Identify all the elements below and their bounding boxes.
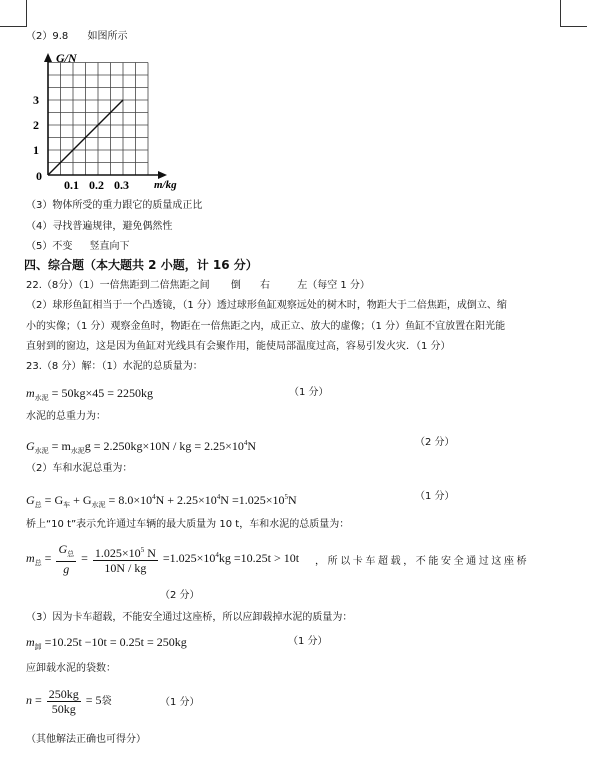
- x-axis-arrow: [158, 171, 167, 179]
- y-axis-arrow: [44, 53, 52, 62]
- eq3-sub2: 车: [63, 501, 71, 509]
- eq6-fraction: [47, 687, 81, 716]
- eq3-G: G: [26, 493, 35, 507]
- eq3-f: N =1.025×10: [220, 493, 285, 507]
- txt-cement-weight: 水泥的总重力为：: [26, 411, 106, 422]
- q21-2-line: [26, 30, 127, 44]
- eq6-n: n: [26, 693, 32, 707]
- eq1-points: （1 分）: [289, 387, 329, 398]
- q21-5-a: （5）不变: [26, 241, 73, 252]
- y-tick-label: 2: [33, 118, 39, 132]
- y-tick-label: 1: [33, 143, 39, 157]
- section-4-heading: 四、综合题（本大题共 2 小题，计 16 分）: [24, 258, 258, 272]
- eq4-points: （2 分）: [160, 590, 200, 601]
- x-tick-label: 0.1: [64, 178, 79, 192]
- q22-answer-3: 左（每空 1 分）: [297, 280, 370, 291]
- eq3-d: N + 2.25×10: [155, 493, 217, 507]
- eq4-fraction-1: [56, 542, 76, 576]
- eq3-b: + G: [70, 493, 92, 507]
- crop-mark-top-right: [560, 0, 587, 27]
- eq-cement-weight: [26, 436, 256, 458]
- eq4-frac1-num: G: [58, 542, 68, 557]
- x-tick-label: 0.3: [114, 178, 129, 192]
- eq3-c: = 8.0×10: [105, 493, 153, 507]
- eq4-frac1-num-sub: 总: [67, 550, 75, 559]
- eq3-sub1: 总: [34, 501, 42, 509]
- eq4-frac2-unit: N: [144, 546, 156, 561]
- eq-bags: [26, 686, 112, 716]
- txt-bridge-limit: 桥上“10 t”表示允许通过车辆的最大质量为 10 t，车和水泥的总质量为：: [26, 519, 350, 530]
- y-axis-label: G/N: [56, 51, 77, 65]
- q22-head: 22.（8分）（1）一倍焦距到二倍焦距之间: [26, 280, 210, 291]
- eq-cement-mass: [26, 386, 153, 405]
- eq2-rhs: g = 2.250kg×10N / kg = 2.25×10: [84, 439, 244, 453]
- eq3-g: N: [288, 493, 297, 507]
- eq2-mid: = m: [48, 439, 71, 453]
- eq4-exp: 4: [215, 551, 219, 559]
- eq4-frac2-exp: 5: [140, 546, 145, 555]
- eq4-eq: =: [41, 551, 55, 565]
- q21-2-text: 如图所示: [87, 31, 128, 42]
- x-axis-label: m/kg: [154, 179, 177, 191]
- eq1-rhs: = 50kg×45 = 2250kg: [48, 386, 153, 400]
- eq6-eq: =: [32, 693, 45, 707]
- eq4-rhs2: kg =10.25t > 10t: [218, 551, 300, 565]
- eq4-m: m: [26, 551, 35, 565]
- q21-2-number: （2）9.8: [26, 31, 69, 42]
- eq2-sub2: 水泥: [70, 447, 85, 455]
- q21-4-line: （4）寻找普遍规律，避免偶然性: [26, 221, 173, 232]
- eq5-points: （1 分）: [288, 636, 328, 647]
- txt-total-weight: （2）车和水泥总重为：: [26, 463, 133, 474]
- q21-5-line: [26, 240, 130, 254]
- eq-unload-mass: [26, 635, 187, 654]
- eq1-sub: 水泥: [34, 394, 49, 402]
- eq6-num: 250kg: [48, 686, 79, 701]
- crop-mark-top-left: [0, 0, 27, 27]
- q22-para-2: 小的实像；（1 分）观察金鱼时，物距在一倍焦距之内，成正立、放大的虚像；（1 分）鱼缸不宜放置在阳光能: [26, 321, 506, 332]
- q21-3-line: （3）物体所受的重力跟它的质量成正比: [26, 200, 203, 211]
- eq3-e2: 4: [216, 493, 221, 501]
- eq4-frac2-den: 10N / kg: [104, 561, 147, 576]
- q22-line-1: [26, 279, 370, 293]
- eq4-frac1-den: g: [63, 562, 70, 577]
- eq2-points: （2 分）: [415, 437, 455, 448]
- eq1-var: m: [26, 386, 35, 400]
- eq2-G: G: [26, 439, 35, 453]
- q22-answer-2: 右: [260, 280, 271, 291]
- eq3-e3: 5: [284, 493, 288, 501]
- eq3-a: = G: [41, 493, 64, 507]
- eq5-rhs: =10.25t −10t = 0.25t = 250kg: [41, 635, 187, 649]
- eq3-points: （1 分）: [415, 491, 455, 502]
- eq2-unit: N: [247, 439, 257, 453]
- q21-5-b: 竖直向下: [89, 241, 130, 252]
- eq4-sub: 总: [34, 559, 42, 567]
- chart-grid: [48, 63, 148, 176]
- origin-label: 0: [36, 169, 42, 183]
- eq-total-mass: [26, 541, 299, 577]
- y-tick-label: 3: [33, 93, 39, 107]
- q22-para-3: 直射到的窗边，这是因为鱼缸对光线具有会聚作用，能使局部温度过高，容易引发火灾．（1 分）: [26, 341, 451, 352]
- eq6-unit: 袋: [101, 696, 112, 707]
- q23-head: 23.（8 分）解：（1）水泥的总质量为：: [26, 361, 203, 372]
- eq2-sub1: 水泥: [34, 447, 49, 455]
- gravity-mass-chart: [22, 46, 192, 194]
- eq3-e1: 4: [152, 493, 156, 501]
- txt-bags: 应卸载水泥的袋数：: [26, 663, 116, 674]
- eq3-sub3: 水泥: [91, 501, 106, 509]
- eq4-rhs: =1.025×10: [162, 551, 216, 565]
- eq5-sub: 卸: [34, 643, 42, 651]
- eq6-den: 50kg: [51, 701, 76, 716]
- eq6-rhs: = 5: [85, 693, 102, 707]
- x-tick-label: 0.2: [89, 178, 104, 192]
- eq4-fraction-2: [93, 543, 158, 575]
- eq4-conclusion: ，所以卡车超载，不能安全通过这座桥: [315, 556, 530, 567]
- txt-unload: （3）因为卡车超载，不能安全通过这座桥，所以应卸载掉水泥的质量为：: [26, 612, 353, 623]
- q22-answer-1: 倒: [230, 280, 241, 291]
- eq4-frac2-num: 1.025×10: [94, 546, 141, 561]
- eq-total-weight: [26, 490, 297, 512]
- eq5-m: m: [26, 635, 35, 649]
- note-alternative: （其他解法正确也可得分）: [26, 734, 146, 745]
- eq2-exp: 4: [243, 439, 248, 447]
- eq6-points: （1 分）: [160, 697, 200, 708]
- q22-para-1: （2）球形鱼缸相当于一个凸透镜，（1 分）透过球形鱼缸观察远处的树木时，物距大于二倍焦距，成倒立、缩: [26, 300, 507, 311]
- eq4-eq2: =: [81, 551, 91, 565]
